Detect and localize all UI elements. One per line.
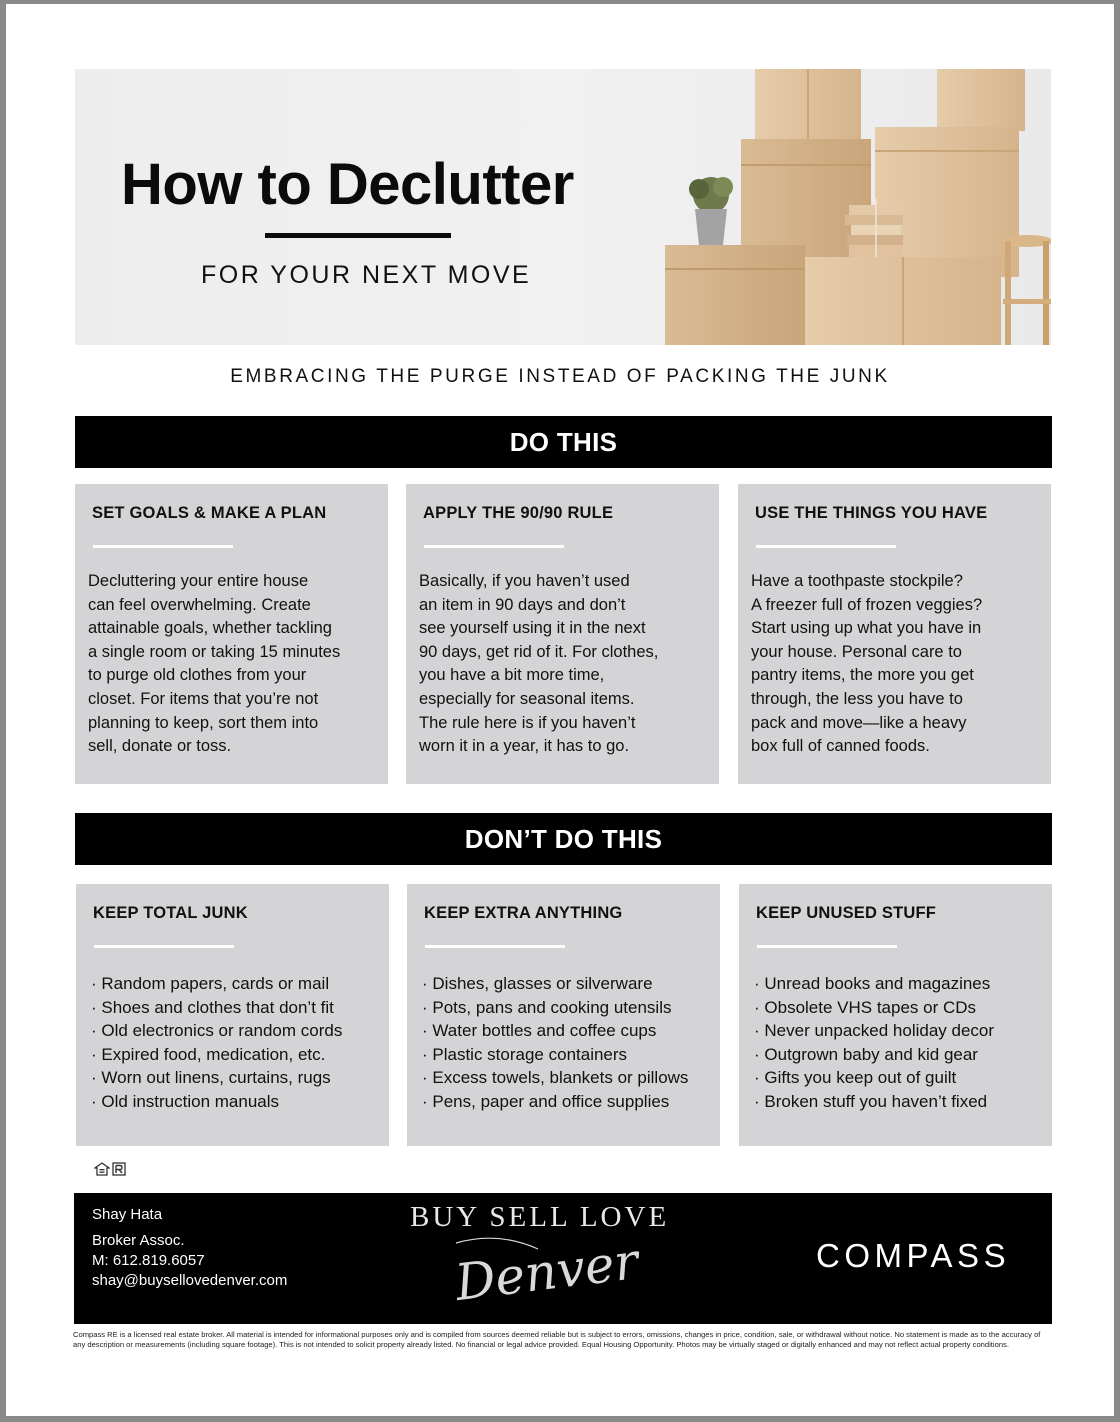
body-line: pack and move—like a heavy: [751, 713, 967, 732]
list-item: · Obsolete VHS tapes or CDs: [754, 996, 1040, 1020]
list-item: · Plastic storage containers: [422, 1043, 708, 1067]
card-body: [751, 570, 1039, 759]
title-underline: [265, 233, 451, 238]
list-item: · Old electronics or random cords: [91, 1019, 377, 1043]
list-item: · Worn out linens, curtains, rugs: [91, 1066, 377, 1090]
body-line: box full of canned foods.: [751, 737, 930, 756]
list-item: · Never unpacked holiday decor: [754, 1019, 1040, 1043]
body-line: attainable goals, whether tackling: [88, 619, 332, 638]
do-card-use-things: [738, 484, 1051, 784]
brand-wordmark: BUY SELL LOVE: [410, 1201, 670, 1233]
card-body: [419, 570, 707, 759]
equal-housing-icon: [94, 1162, 110, 1176]
body-line: Have a toothpaste stockpile?: [751, 572, 963, 590]
list-item: · Shoes and clothes that don’t fit: [91, 996, 377, 1020]
body-line: The rule here is if you haven’t: [419, 713, 636, 732]
card-divider: [757, 945, 897, 948]
do-this-heading: DO THIS: [75, 416, 1052, 468]
body-line: 90 days, get rid of it. For clothes,: [419, 642, 659, 661]
list-item: · Outgrown baby and kid gear: [754, 1043, 1040, 1067]
agent-name: Shay Hata: [92, 1206, 163, 1223]
item-list: [89, 972, 377, 1114]
card-divider: [93, 545, 233, 548]
body-line: closet. For items that you’re not: [88, 689, 319, 708]
body-line: pantry items, the more you get: [751, 666, 974, 685]
card-title: KEEP UNUSED STUFF: [756, 904, 937, 922]
list-item: · Water bottles and coffee cups: [422, 1019, 708, 1043]
hero-banner: [75, 69, 1051, 345]
moving-boxes-illustration: [665, 69, 1051, 345]
body-line: can feel overwhelming. Create: [88, 595, 311, 614]
dont-do-this-heading: DON’T DO THIS: [75, 813, 1052, 865]
body-line: to purge old clothes from your: [88, 666, 307, 685]
body-line: especially for seasonal items.: [419, 689, 635, 708]
page-subtitle: FOR YOUR NEXT MOVE: [201, 261, 532, 289]
tagline: EMBRACING THE PURGE INSTEAD OF PACKING THE JUNK: [230, 366, 890, 387]
compass-logo: COMPASS: [816, 1237, 1011, 1274]
list-item: · Pens, paper and office supplies: [422, 1090, 708, 1114]
list-item: · Unread books and magazines: [754, 972, 1040, 996]
card-body: [88, 570, 376, 759]
body-line: planning to keep, sort them into: [88, 713, 319, 732]
agent-title: Broker Assoc.: [92, 1232, 185, 1249]
card-title: KEEP EXTRA ANYTHING: [424, 904, 623, 922]
card-divider: [94, 945, 234, 948]
list-item: · Broken stuff you haven’t fixed: [754, 1090, 1040, 1114]
card-divider: [424, 545, 564, 548]
flyer-page: [6, 4, 1114, 1416]
item-list: [420, 972, 708, 1114]
card-title: APPLY THE 90/90 RULE: [423, 504, 614, 522]
item-list: [752, 972, 1040, 1114]
do-card-90-90-rule: [406, 484, 719, 784]
page-title: How to Declutter: [121, 152, 574, 217]
body-line: a single room or taking 15 minutes: [88, 642, 341, 661]
card-divider: [756, 545, 896, 548]
brand-script-text: Denver: [451, 1232, 642, 1313]
list-item: · Old instruction manuals: [91, 1090, 377, 1114]
dont-card-total-junk: [76, 884, 389, 1146]
body-line: Basically, if you haven’t used: [419, 572, 630, 590]
list-item: · Gifts you keep out of guilt: [754, 1066, 1040, 1090]
list-item: · Expired food, medication, etc.: [91, 1043, 377, 1067]
dont-card-extra-anything: [407, 884, 720, 1146]
agent-contact: [92, 1205, 287, 1291]
body-line: Decluttering your entire house: [88, 572, 309, 590]
body-line: through, the less you have to: [751, 689, 963, 708]
do-card-set-goals: [75, 484, 388, 784]
brand-script-logo: [438, 1223, 658, 1319]
body-line: sell, donate or toss.: [88, 737, 232, 756]
body-line: worn it in a year, it has to go.: [419, 737, 630, 756]
agent-footer: [74, 1193, 1052, 1324]
body-line: an item in 90 days and don’t: [419, 595, 626, 614]
list-item: · Pots, pans and cooking utensils: [422, 996, 708, 1020]
legal-disclaimer: Compass RE is a licensed real estate broker. All material is intended for informational purposes only and is compiled from sources deemed reliable but is subject to errors, omissions, changes in price, condition, sale, or withdrawal without notice. No statement is made as to the accuracy of any description or measurements (including square footage). This is not intended to solicit property already listed. No financial or legal advice provided. Equal Housing Opportunity. Photos may be virtually staged or digitally enhanced and may not reflect actual property conditions.: [73, 1330, 1041, 1350]
agent-email[interactable]: shay@buysellovedenver.com: [92, 1272, 288, 1289]
list-item: · Excess towels, blankets or pillows: [422, 1066, 708, 1090]
body-line: Start using up what you have in: [751, 619, 982, 638]
body-line: see yourself using it in the next: [419, 619, 646, 638]
card-divider: [425, 945, 565, 948]
compliance-icons: [94, 1162, 126, 1176]
list-item: · Random papers, cards or mail: [91, 972, 377, 996]
agent-phone[interactable]: M: 612.819.6057: [92, 1252, 205, 1269]
realtor-icon: [112, 1162, 126, 1176]
body-line: A freezer full of frozen veggies?: [751, 595, 983, 614]
dont-card-unused-stuff: [739, 884, 1052, 1146]
body-line: you have a bit more time,: [419, 666, 605, 685]
card-title: KEEP TOTAL JUNK: [93, 904, 248, 922]
list-item: · Dishes, glasses or silverware: [422, 972, 708, 996]
body-line: your house. Personal care to: [751, 642, 962, 661]
card-title: SET GOALS & MAKE A PLAN: [92, 504, 327, 522]
card-title: USE THE THINGS YOU HAVE: [755, 504, 988, 522]
